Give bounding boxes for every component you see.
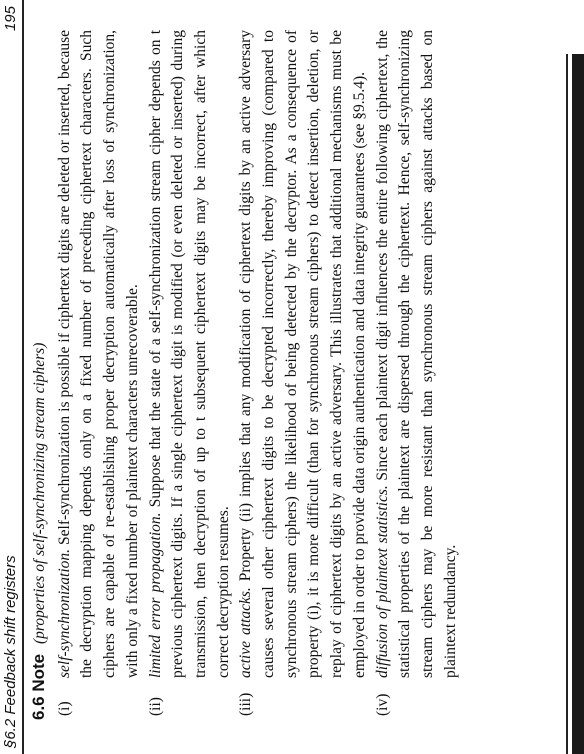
item-text: Suppose that the state of a self-synchronization stream cipher depends on t previous ciphertext digits. If a single ciphertext digit is modified (or even deleted or inserted) during transmission, then decryption of up to t subsequent ciphertext digits may be incorrect, after which correct decryption resumes. — [146, 29, 232, 678]
item-text: Since each plaintext digit influences the entire following ciphertext, the statistical properties of the plaintext are dispersed through the ciphertext. Hence, self-synchronizing stream ciphers may be more resistant than synchronous stream ciphers against attacks based on plaintext redundancy. — [373, 29, 459, 678]
item-number: (iv) — [373, 693, 391, 716]
item-body — [145, 30, 236, 678]
scan-edge-bar — [566, 54, 584, 754]
item-number: (ii) — [146, 697, 164, 716]
item-term: self-synchronization. — [55, 548, 73, 678]
section-title: §6.2 Feedback shift registers — [2, 555, 19, 748]
item-number: (i) — [55, 701, 73, 716]
header-rule — [22, 0, 24, 754]
item-text: Property (ii) implies that any modification of ciphertext digits by an active adversary causes several other ciphertext digits to be decrypted incorrectly, thereby improving (compared to synchronous stream ciphers) the likelihood of being detected by the decryptor. As a consequence of property (i), it is more difficult (than for synchronous stream ciphers) to detect insertion, deletion, or replay of ciphertext digits by an active adversary. This illustrates that additional mechanisms must be employed in order to provide data origin authentication and data integrity guarantees (see §9.5.4). — [237, 30, 368, 678]
note-heading — [28, 30, 52, 720]
note-block — [28, 30, 462, 720]
list-item — [54, 30, 145, 720]
item-number: (iii) — [237, 692, 255, 716]
page-number: 195 — [2, 6, 19, 32]
item-term: diffusion of plaintext statistics. — [373, 485, 391, 678]
item-term: limited error propagation. — [146, 512, 164, 678]
item-body — [372, 30, 463, 678]
item-body — [54, 30, 145, 678]
item-term: active attacks. — [237, 587, 255, 678]
list-item — [372, 30, 463, 720]
note-title: 6.6 Note — [29, 653, 48, 720]
running-header — [2, 6, 22, 748]
list-item — [235, 30, 371, 720]
item-text: Self-synchronization is possible if ciphertext digits are deleted or inserted, because the decryption mapping depends only on a fixed number of preceding ciphertext characters. Such ciphers are capable of re-establishing proper decryption automatically after loss of synchronization, with only a fixed number of plaintext characters unrecoverable. — [55, 29, 141, 678]
scan-edge-shadow — [572, 54, 584, 754]
note-subtitle: (properties of self-synchronizing stream ciphers) — [31, 342, 48, 644]
item-body — [235, 30, 371, 678]
list-item — [145, 30, 236, 720]
